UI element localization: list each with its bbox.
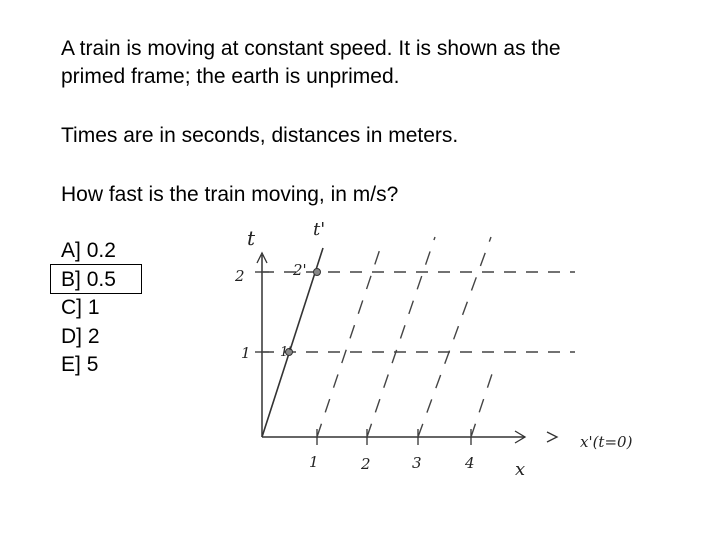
x-prime-axis-label: x'(t=0) [580, 433, 633, 451]
option-value: 5 [86, 353, 99, 376]
x-tick-label-3: 3 [412, 454, 422, 472]
option-letter: D] [61, 324, 82, 348]
option-a [61, 237, 116, 266]
question-line-1: A train is moving at constant speed. It is shown as the [61, 37, 561, 60]
event-2-prime [314, 269, 321, 276]
option-c [61, 294, 116, 323]
x-prime-axis-arrow [547, 432, 557, 442]
worldline-x1 [317, 240, 383, 437]
option-letter: E] [61, 353, 81, 376]
answer-options [61, 237, 116, 380]
t-axis-label: t [247, 226, 256, 250]
spacetime-diagram [225, 215, 645, 485]
x-axis-label: x [515, 459, 526, 480]
question-prompt: How fast is the train moving, in m/s? [61, 183, 399, 206]
option-d [61, 323, 116, 352]
worldline-x2 [367, 237, 435, 437]
worldline-x3 [418, 237, 491, 437]
option-value: 2 [87, 324, 100, 348]
t-tick-label-1: 1 [241, 344, 251, 362]
x-tick-label-1: 1 [309, 453, 319, 471]
t-tick-label-2: 2 [235, 267, 245, 285]
option-value: 0.5 [86, 267, 116, 291]
t-prime-axis-label: t' [313, 219, 326, 240]
option-value: 0.2 [86, 239, 116, 262]
x-tick-label-2: 2 [361, 455, 371, 473]
question-line-2: primed frame; the earth is unprimed. [61, 65, 400, 88]
option-letter: A] [61, 239, 81, 262]
t-prime-tick-label-2: 2' [293, 261, 307, 279]
t-prime-tick-label-1: 1' [280, 345, 292, 360]
worldline-x4 [471, 365, 495, 437]
option-letter: C] [61, 296, 82, 319]
x-tick-label-4: 4 [465, 454, 475, 472]
option-value: 1 [87, 296, 100, 319]
highlighted-option-box [50, 264, 142, 294]
units-statement: Times are in seconds, distances in meters. [61, 124, 459, 147]
option-letter: B] [61, 267, 81, 291]
option-e [61, 351, 116, 380]
